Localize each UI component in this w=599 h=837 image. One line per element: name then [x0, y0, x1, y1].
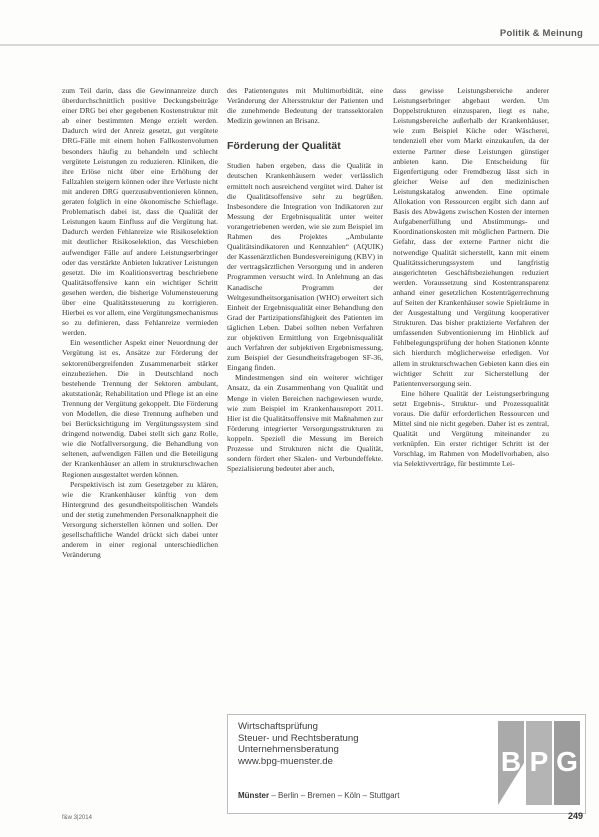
paragraph: Perspektivisch ist zum Gesetzgeber zu klären, wie die Krankenhäuser künftig von dem Hintergrund des gesundheitspolitischen Wandels und der stetig zunehmenden Personalknappheit die Versorgung sicherstellen können und sollen. Der gesellschaftliche Wandel drückt sich dabei unter anderem in einer regional unterschiedlichen Veränderung: [62, 479, 218, 560]
logo-letter: P: [529, 746, 549, 777]
ad-website-link[interactable]: www.bpg-muenster.de: [238, 755, 333, 767]
issue-label: f&w 3|2014: [62, 815, 92, 821]
ad-line: Steuer- und Rechtsberatung: [238, 732, 359, 744]
ad-cities: [238, 791, 399, 800]
advertisement[interactable]: [227, 714, 586, 814]
text-column-1: [62, 86, 218, 828]
ad-line: Unternehmensberatung: [238, 744, 339, 755]
section-label: Politik & Meinung: [499, 28, 583, 39]
logo-letter: B: [500, 746, 522, 777]
ad-line: Wirtschaftsprüfung: [238, 721, 318, 732]
ad-text: [238, 721, 478, 767]
paragraph: Ein wesentlicher Aspekt einer Neuordnung der Vergütung ist es, Ansätze zur Förderung der sektorenübergreifenden Zusammenarbeit stärker einzubeziehen. Die in Deutschland noch bestehende Trennung der Sektoren ambulant, akutstationär, Rehabilitation und Pflege ist an eine Trennung der Vergütung gekoppelt. Die Förderung von Modellen, die diese Trennung aufheben und bei Berücksichtigung im Vergütungssystem sind dringend notwendig. Dabei stellt sich ganz Rolle, wie die Notfallversorgung, die Behandlung von seltenen, aufwendigen Fällen und die Beteiligung der Krankenhäuser an allem in strukturschwachen Regionen ausgestaltet werden können.: [62, 338, 218, 479]
text-column-2: [227, 86, 383, 694]
text-column-3: [393, 86, 549, 694]
ad-city-main: Münster: [238, 791, 270, 800]
paragraph: Eine höhere Qualität der Leistungserbringung setzt Ergebnis-, Struktur- und Prozessqualität voraus. Die dafür erforderlichen Ressourcen und Mittel sind nie nicht gegeben. Daher ist es zentral, Qualität und Vergütung miteinander zu verknüpfen. Ein erster richtiger Schritt ist der Vorschlag, im Rahmen von Modellvorhaben, also via Selektivverträge, für bestimmte Lei-: [393, 388, 549, 469]
paragraph: dass gewisse Leistungsbereiche anderer Leistungserbringer abgebaut werden. Um Doppelstrukturen einzusparen, liegt es nahe, Leistungsbereiche außerhalb der Krankenhäuser, wie zum Beispiel Küche oder Wäscherei, tendenziell eher vom Markt einzukaufen, da der externe Partner diese Leistungen günstiger anbieten kann. Die Entscheidung für Eigenfertigung oder Fremdbezug lässt sich in gleicher Weise auf den medizinischen Leistungskatalog anwenden. Eine optimale Allokation von Ressourcen ergibt sich dann auf Basis des Abwägens zwischen Kosten der internen Aufgabenerfüllung und Abstimmungs- und Koordinationskosten mit möglichen Partnern. Die Gefahr, dass der externe Partner nicht die notwendige Qualität sicherstellt, kann mit einem Qualitätssicherungssystem und langfristig ausgerichteten Geschäftsbeziehungen reduziert werden. Voraussetzung sind Kostentransparenz anhand einer gesetzlichen Kostenträgerrechnung auf Seiten der Krankenhäuser sowie Spielräume in der Ausgestaltung und Vergütung kooperativer Strukturen. Das bisher praktizierte Verfahren der umfassenden Subventionierung im Hinblick auf Fehlbelegungsprüfung der hohen Stationen könnte sich hierdurch möglicherweise erledigen. Vor allem in strukturschwachen Gebieten kann dies ein wichtiger Schritt zur Sicherstellung der Patientenversorgung sein.: [393, 86, 549, 388]
header-rule: [0, 44, 599, 46]
section-heading: Förderung der Qualität: [227, 140, 341, 153]
paragraph: des Patientengutes mit Multimorbidität, eine Veränderung der Altersstruktur der Patienten und die zunehmende Bedeutung der transsektoralen Medizin gewinnen an Brisanz.: [227, 86, 383, 126]
bpg-logo-icon: [498, 721, 580, 805]
paragraph: Mindestmengen sind ein weiterer wichtiger Ansatz, da ein Zusammenhang von Qualität und Menge in vielen Bereichen nachgewiesen wurde, wie zum Beispiel im Krankenhausreport 2011. Hier ist die Qualitätsoffensive mit Maßnahmen zur Förderung integrierter Versorgungsstrukturen zu koppeln. Speziell die Messung im Bereich Prozesse und Strukturen nicht die Qualität, sondern fördert eher Skalen- und Verbundeffekte. Spezialisierung bedeutet aber auch,: [227, 373, 383, 474]
paragraph: Studien haben ergeben, dass die Qualität in deutschen Krankenhäusern weder verlässlich ermittelt noch ausreichend vergütet wird. Daher ist die Qualitätsoffensive sehr zu begrüßen. Insbesondere die Integration von Indikatoren zur Messung der Ergebnisqualität unter weiter vorangetriebenen werden, wie sie zum Beispiel im Rahmen des Projektes „Ambulante Qualitätsindikatoren und Kennzahlen“ (AQUIK) der Kassenärztlichen Bundesvereinigung (KBV) in der vertragsärztlichen Versorgung und in anderen Programmen versucht wird. In Anlehnung an das Kanadische Programm der Weltgesundheitsorganisation (WHO) erweitert sich Einheit der Ergebnisqualität einer Behandlung den Grad der Partizipationsfähigkeit des Patienten im täglichen Leben. Dabei sollten neben Verfahren zur objektiven Ermittlung von Ergebnisqualität auch Verfahren der subjektiven Ergebnismessung, zum Beispiel der Gesundheitsfragebogen SF-36, Eingang finden.: [227, 161, 383, 373]
page-number: 249: [567, 811, 583, 821]
paragraph: zum Teil darin, dass die Gewinnanreize durch überdurchschnittlich positive Deckungsbeiträge einer DRG bei eher gegebenen Kostenstruktur mit ab einer bestimmten Menge erzielt werden. Dadurch wird der Anreiz gesetzt, gut vergütete DRG-Fälle mit einem hohen Fallkostenvolumen besonders häufig zu behandeln und schlecht vergütete Leistungen zu reduzieren. Kliniken, die ihre Erlöse nicht über eine Erhöhung der Fallzahlen steigern können oder ihre Verluste nicht mit anderen DRG querzusubventionieren können, geraten folglich in eine ökonomische Schieflage. Problematisch dabei ist, dass die Qualität der Leistungen kaum Einfluss auf die Vergütung hat. Dadurch werden Fehlanreize wie Risikoselektion mit deutlicher Risikoselektion, das Verschieben aufwendiger Fälle auf andere Leistungserbringer oder das verstärkte Anbieten lukrativer Leistungen gesetzt. Die im Koalitionsvertrag beschriebene Qualitätsoffensive kann ein wichtiger Schritt gesehen werden, die bisherige Volumensteuerung über eine Qualitätssteuerung zu korrigieren. Hierbei es vor allem, eine Vergütungsmechanismus so zu definieren, dass Fehlanreize vermieden werden.: [62, 86, 218, 338]
ad-city-list: – Berlin – Bremen – Köln – Stuttgart: [271, 791, 400, 800]
logo-letter: G: [556, 746, 578, 777]
